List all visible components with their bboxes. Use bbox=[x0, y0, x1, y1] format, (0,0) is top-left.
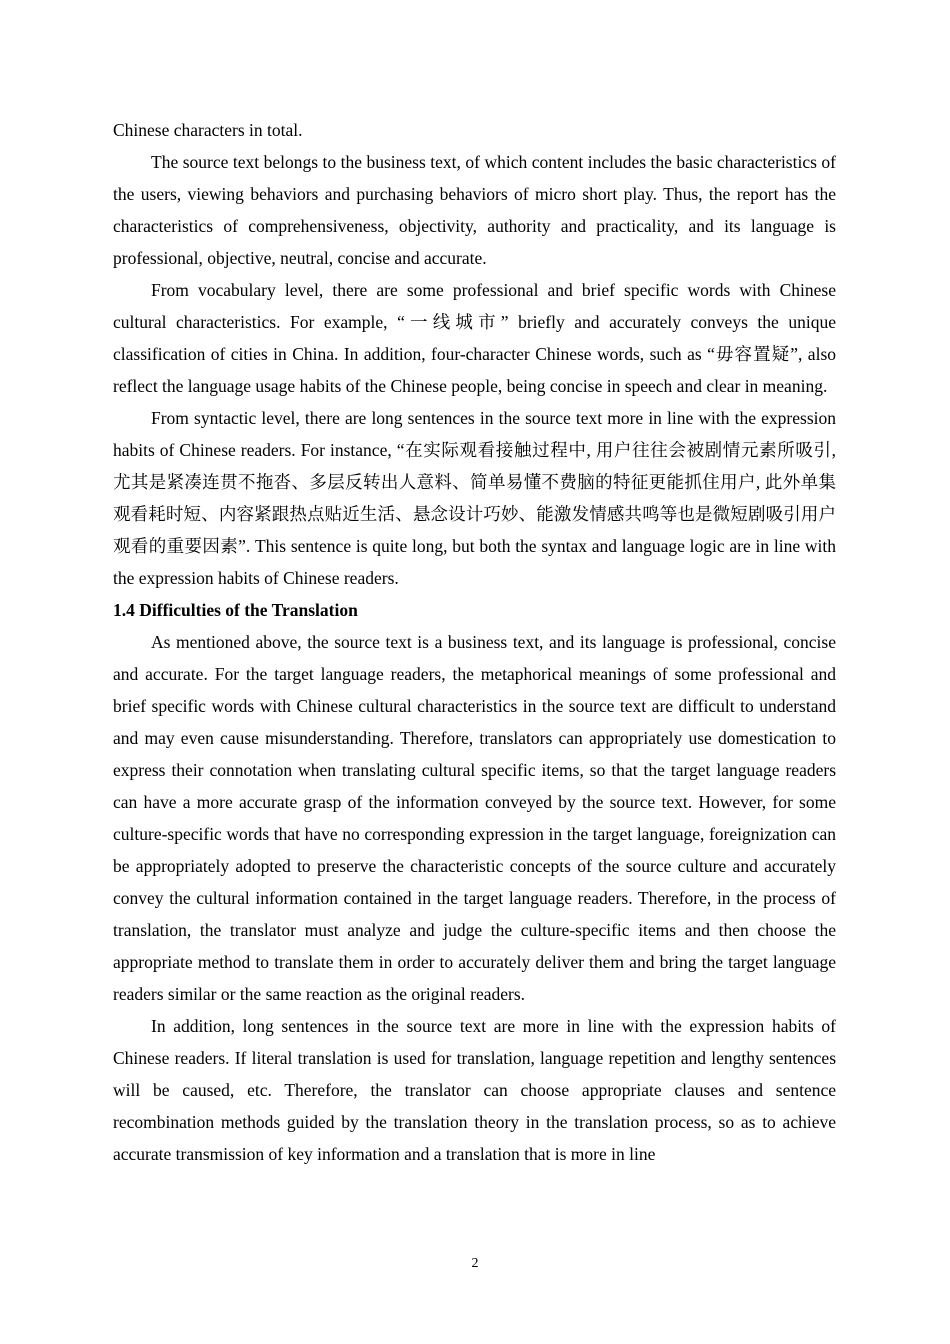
paragraph-source-text-overview: The source text belongs to the business text, of which content includes the basic characteristics of the users, viewing behaviors and purchasing behaviors of micro short play. Thus, the report has the characteristics of comprehensiveness, objectivity, authority and practicality, and its language is professional, objective, neutral, concise and accurate. bbox=[113, 152, 836, 268]
paragraph-continuation: Chinese characters in total. bbox=[113, 120, 303, 140]
section-heading: 1.4 Difficulties of the Translation bbox=[113, 600, 358, 620]
paragraph-syntactic-level: From syntactic level, there are long sentences in the source text more in line with the expression habits of Chinese readers. For instance, “在实际观看接触过程中, 用户往往会被剧情元素所吸引, 尤其是紧凑连贯不拖沓、多层反转出人意料、简单易懂不费脑的特征更能抓住用户, 此外单集观看耗时短、内容紧跟热点贴近生活、悬念设计巧妙、能激发情感共鸣等也是微短剧吸引用户观看的重要因素”. This sentence is quite long, but both the syntax and language logic are in line with the expression habits of Chinese readers. bbox=[113, 408, 836, 588]
paragraph-long-sentences: In addition, long sentences in the source text are more in line with the expression habits of Chinese readers. If literal translation is used for translation, language repetition and lengthy sentences will be caused, etc. Therefore, the translator can choose appropriate clauses and sentence recombination methods guided by the translation theory in the translation process, so as to achieve accurate transmission of key information and a translation that is more in line bbox=[113, 1016, 836, 1164]
paragraph-vocabulary-level: From vocabulary level, there are some professional and brief specific words with Chinese cultural characteristics. For example, “一线城市” briefly and accurately conveys the unique classification of cities in China. In addition, four-character Chinese words, such as “毋容置疑”, also reflect the language usage habits of the Chinese people, being concise in speech and clear in meaning. bbox=[113, 280, 836, 396]
page-number: 2 bbox=[471, 1256, 479, 1271]
document-body bbox=[113, 114, 836, 1170]
paragraph-difficulties: As mentioned above, the source text is a business text, and its language is professional, concise and accurate. For the target language readers, the metaphorical meanings of some professional and brief specific words with Chinese cultural characteristics in the source text are difficult to understand and may even cause misunderstanding. Therefore, translators can appropriately use domestication to express their connotation when translating cultural specific items, so that the target language readers can have a more accurate grasp of the information conveyed by the source text. However, for some culture-specific words that have no corresponding expression in the target language, foreignization can be appropriately adopted to preserve the characteristic concepts of the source culture and accurately convey the cultural information contained in the target language readers. Therefore, in the process of translation, the translator must analyze and judge the culture-specific items and then choose the appropriate method to translate them in order to accurately deliver them and bring the target language readers similar or the same reaction as the original readers. bbox=[113, 632, 836, 1004]
